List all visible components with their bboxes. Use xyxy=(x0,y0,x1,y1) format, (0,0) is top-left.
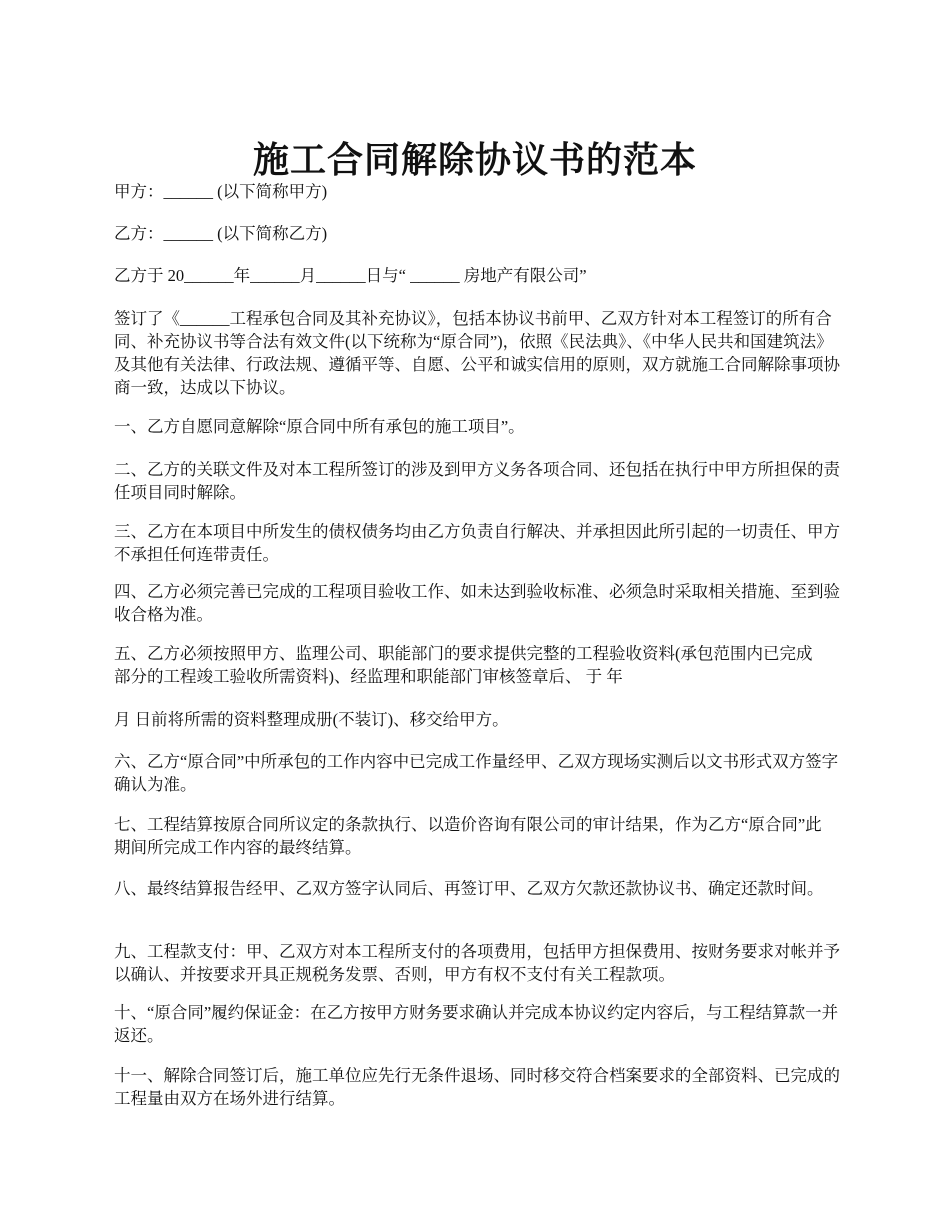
document-title: 施工合同解除协议书的范本 xyxy=(252,140,697,181)
clause-5: 五、乙方必须按照甲方、监理公司、职能部门的要求提供完整的工程验收资料(承包范围内已完成部分的工程竣工验收所需资料)、经监理和职能部门审核签章后、 于 年 xyxy=(114,644,813,686)
clause-10: 十、“原合同”履约保证金：在乙方按甲方财务要求确认并完成本协议约定内容后，与工程结算款一并返还。 xyxy=(114,1003,839,1045)
clause-8: 八、最终结算报告经甲、乙双方签字认同后、再签订甲、乙双方欠款还款协议书、确定还款时间。 xyxy=(114,879,824,898)
clause-3: 三、乙方在本项目中所发生的债权债务均由乙方负责自行解决、并承担因此所引起的一切责任、甲方不承担任何连带责任。 xyxy=(114,522,840,564)
party-b-line: 乙方：______ (以下简称乙方) xyxy=(114,224,328,243)
date-line: 乙方于 20______年______月______日与“ ______ 房地产有限公司” xyxy=(114,266,587,285)
clause-11: 十一、解除合同签订后，施工单位应先行无条件退场、同时移交符合档案要求的全部资料、已完成的工程量由双方在场外进行结算。 xyxy=(114,1066,840,1108)
clause-4: 四、乙方必须完善已完成的工程项目验收工作、如未达到验收标准、必须急时采取相关措施、至到验收合格为准。 xyxy=(114,582,840,624)
party-a-line: 甲方：______ (以下简称甲方) xyxy=(114,182,328,201)
clause-5-continued: 月 日前将所需的资料整理成册(不装订)、移交给甲方。 xyxy=(114,710,509,729)
clause-6: 六、乙方“原合同”中所承包的工作内容中已完成工作量经甲、乙双方现场实测后以文书形式双方签字确认为准。 xyxy=(114,752,839,794)
clause-2: 二、乙方的关联文件及对本工程所签订的涉及到甲方义务各项合同、还包括在执行中甲方所担保的责任项目同时解除。 xyxy=(114,460,840,502)
clause-7: 七、工程结算按原合同所议定的条款执行、以造价咨询有限公司的审计结果，作为乙方“原合同”此期间所完成工作内容的最终结算。 xyxy=(114,815,822,857)
clause-1: 一、乙方自愿同意解除“原合同中所有承包的施工项目”。 xyxy=(114,417,525,436)
clause-9: 九、工程款支付：甲、乙双方对本工程所支付的各项费用，包括甲方担保费用、按财务要求对帐并予以确认、并按要求开具正规税务发票、否则，甲方有权不支付有关工程款项。 xyxy=(114,942,840,984)
preamble-paragraph: 签订了《______工程承包合同及其补充协议》，包括本协议书前甲、乙双方针对本工程签订的所有合同、补充协议书等合法有效文件(以下统称为“原合同”)，依照《民法典》、《中华人民共和国建筑法》及其他有关法律、行政法规、遵循平等、自愿、公平和诚实信用的原则，双方就施工合同解除事项协商一致，达成以下协议。 xyxy=(114,309,840,397)
